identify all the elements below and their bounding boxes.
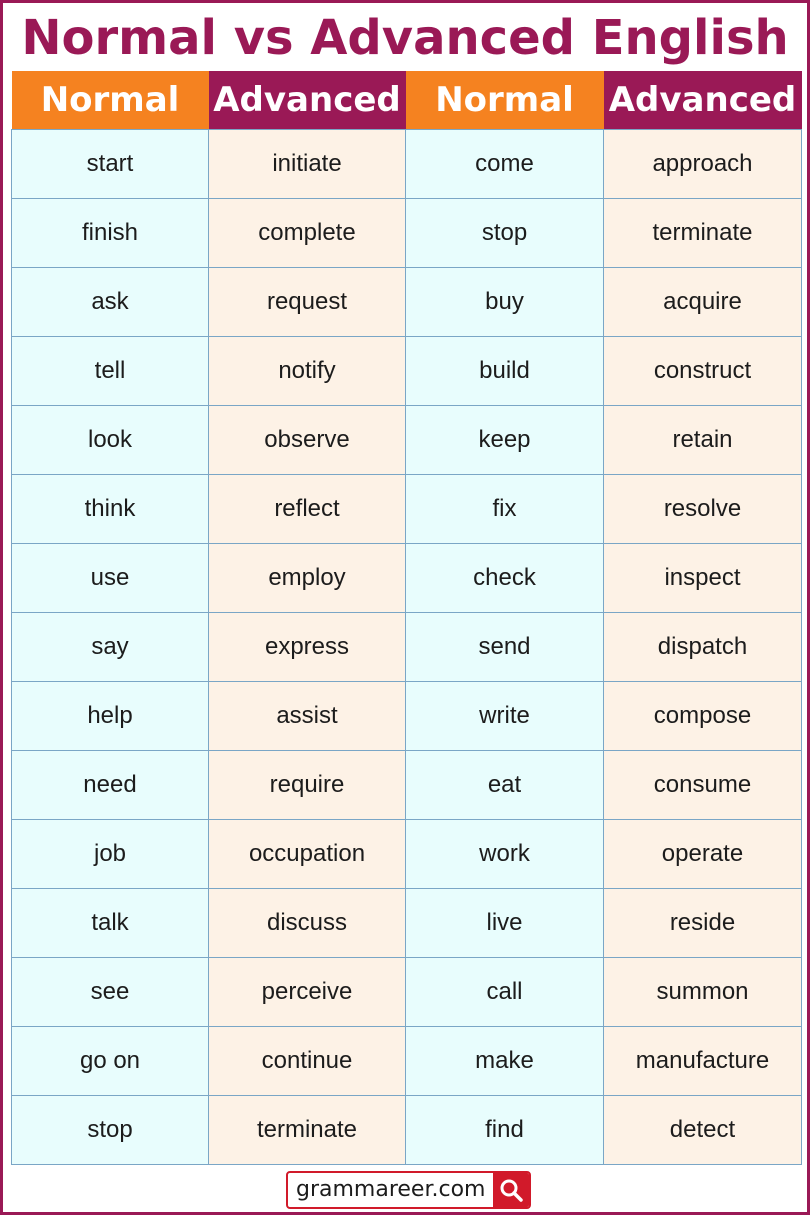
advanced-word: perceive [209,958,406,1027]
word-table [11,71,802,1165]
advanced-word: employ [209,544,406,613]
normal-word: work [406,820,604,889]
table-row [12,613,802,682]
normal-word: job [12,820,209,889]
normal-word: stop [12,1096,209,1165]
table-row [12,544,802,613]
advanced-word: summon [604,958,802,1027]
advanced-word: notify [209,337,406,406]
advanced-word: detect [604,1096,802,1165]
header-normal: Normal [12,71,209,130]
advanced-word: reside [604,889,802,958]
table-row [12,751,802,820]
normal-word: check [406,544,604,613]
table-row [12,820,802,889]
normal-word: look [12,406,209,475]
normal-word: fix [406,475,604,544]
header-normal: Normal [406,71,604,130]
normal-word: live [406,889,604,958]
normal-word: go on [12,1027,209,1096]
normal-word: say [12,613,209,682]
advanced-word: resolve [604,475,802,544]
advanced-word: assist [209,682,406,751]
normal-word: build [406,337,604,406]
advanced-word: compose [604,682,802,751]
advanced-word: require [209,751,406,820]
normal-word: eat [406,751,604,820]
table-row [12,889,802,958]
advanced-word: manufacture [604,1027,802,1096]
advanced-word: retain [604,406,802,475]
table-row [12,337,802,406]
advanced-word: complete [209,199,406,268]
normal-word: buy [406,268,604,337]
advanced-word: approach [604,130,802,199]
table-row [12,1027,802,1096]
advanced-word: discuss [209,889,406,958]
advanced-word: consume [604,751,802,820]
normal-word: write [406,682,604,751]
advanced-word: continue [209,1027,406,1096]
advanced-word: construct [604,337,802,406]
table-row [12,958,802,1027]
page-title: Normal vs Advanced English [21,10,789,66]
normal-word: think [12,475,209,544]
advanced-word: express [209,613,406,682]
normal-word: ask [12,268,209,337]
normal-word: see [12,958,209,1027]
normal-word: keep [406,406,604,475]
advanced-word: operate [604,820,802,889]
advanced-word: terminate [209,1096,406,1165]
search-icon [493,1173,529,1207]
normal-word: finish [12,199,209,268]
advanced-word: observe [209,406,406,475]
header-row [12,71,802,130]
table-row [12,199,802,268]
table-row [12,475,802,544]
table-row [12,1096,802,1165]
normal-word: come [406,130,604,199]
table-row [12,682,802,751]
normal-word: tell [12,337,209,406]
advanced-word: reflect [209,475,406,544]
normal-word: talk [12,889,209,958]
normal-word: start [12,130,209,199]
advanced-word: request [209,268,406,337]
normal-word: use [12,544,209,613]
advanced-word: initiate [209,130,406,199]
normal-word: make [406,1027,604,1096]
advanced-word: terminate [604,199,802,268]
normal-word: need [12,751,209,820]
advanced-word: occupation [209,820,406,889]
header-advanced: Advanced [209,71,406,130]
table-row [12,268,802,337]
normal-word: stop [406,199,604,268]
header-advanced: Advanced [604,71,802,130]
advanced-word: acquire [604,268,802,337]
site-name: grammareer.com [296,1177,486,1202]
site-badge[interactable] [286,1171,531,1209]
normal-word: find [406,1096,604,1165]
normal-word: call [406,958,604,1027]
table-row [12,406,802,475]
advanced-word: dispatch [604,613,802,682]
table-row [12,130,802,199]
normal-word: help [12,682,209,751]
normal-word: send [406,613,604,682]
advanced-word: inspect [604,544,802,613]
